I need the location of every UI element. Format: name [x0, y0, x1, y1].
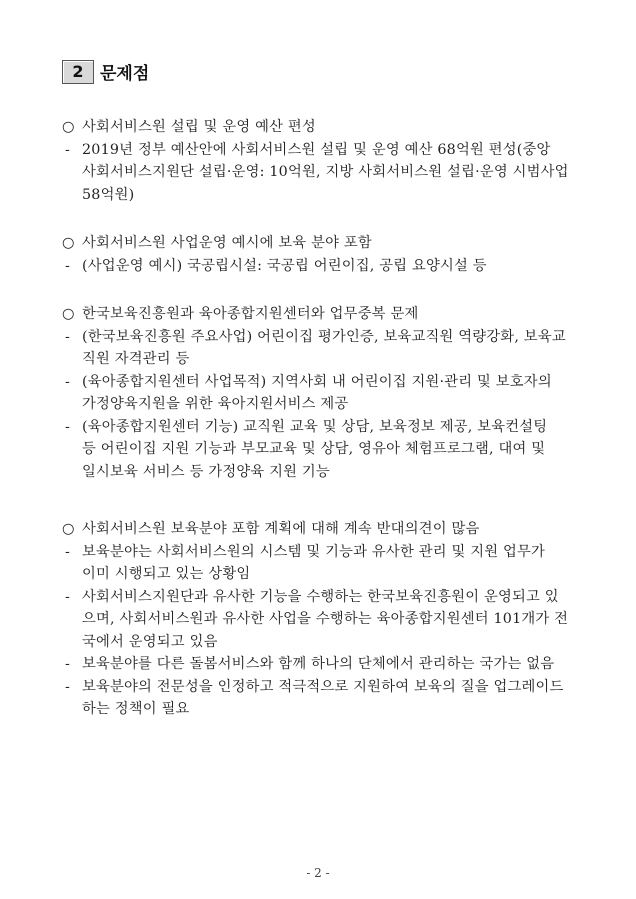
section-heading: [62, 59, 149, 84]
sub-line: 58억원): [82, 186, 135, 203]
sub-line: 가정양육지원을 위한 육아지원서비스 제공: [82, 396, 349, 412]
main-bullet: [62, 303, 582, 326]
section-opposition: [62, 518, 582, 721]
sub-line: 보육분야를 다른 돌봄서비스와 함께 하나의 단체에서 관리하는 국가는 없음: [82, 656, 555, 672]
dash-icon: -: [65, 373, 71, 390]
section-childcare-included: [62, 232, 582, 277]
sub-bullet: [65, 416, 582, 484]
circle-bullet-icon: ○: [62, 521, 75, 537]
page-number: - 2 -: [306, 866, 330, 880]
circle-bullet-icon: ○: [62, 306, 75, 322]
bullet-title: 한국보육진흥원과 육아종합지원센터와 업무중복 문제: [82, 306, 419, 322]
sub-line: (한국보육진흥원 주요사업) 어린이집 평가인증, 보육교직원 역량강화, 보육교: [82, 328, 566, 345]
sub-bullet: [65, 139, 582, 207]
sub-line: (육아종합지원센터 사업목적) 지역사회 내 어린이집 지원·관리 및 보호자의: [82, 373, 552, 390]
sub-line: 이미 시행되고 있는 상황임: [82, 566, 251, 582]
sub-line: 일시보육 서비스 등 가정양육 지원 기능: [82, 463, 330, 480]
dash-icon: -: [65, 543, 71, 560]
sub-line: 국에서 운영되고 있음: [82, 633, 218, 650]
dash-icon: -: [65, 257, 71, 274]
sub-line: 하는 정책이 필요: [82, 701, 190, 717]
main-bullet: [62, 232, 582, 255]
sub-bullet: [65, 371, 582, 416]
section-number-box: 2: [62, 60, 94, 84]
sub-line: 사회서비스지원단 설립·운영: 10억원, 지방 사회서비스원 설립·운영 시범사업: [82, 164, 569, 180]
sub-line: 보육분야의 전문성을 인정하고 적극적으로 지원하여 보육의 질을 업그레이드: [82, 678, 564, 695]
dash-icon: -: [65, 141, 71, 158]
section-budget: [62, 116, 582, 206]
sub-line: 직원 자격관리 등: [82, 351, 190, 367]
sub-bullet: [65, 255, 582, 278]
sub-bullet: [65, 541, 582, 586]
sub-line: 으며, 사회서비스원과 유사한 사업을 수행하는 육아종합지원센터 101개가 전: [82, 611, 569, 627]
sub-bullet: [65, 653, 582, 676]
dash-icon: -: [65, 418, 71, 435]
circle-bullet-icon: ○: [62, 235, 75, 251]
sub-bullet: [65, 326, 582, 371]
sub-line: (사업운영 예시) 국공립시설: 국공립 어린이집, 공립 요양시설 등: [82, 257, 487, 274]
bullet-title: 사회서비스원 보육분야 포함 계획에 대해 계속 반대의견이 많음: [82, 521, 480, 537]
dash-icon: -: [65, 656, 71, 672]
bullet-title: 사회서비스원 사업운영 예시에 보육 분야 포함: [82, 235, 372, 251]
sub-line: 등 어린이집 지원 기능과 부모교육 및 상담, 영유아 체험프로그램, 대여 및: [82, 441, 546, 457]
main-bullet: [62, 518, 582, 541]
dash-icon: -: [65, 328, 71, 345]
sub-bullet: [65, 586, 582, 654]
section-title: 문제점: [100, 64, 150, 84]
dash-icon: -: [65, 678, 71, 695]
circle-bullet-icon: ○: [62, 119, 75, 135]
dash-icon: -: [65, 588, 71, 605]
section-duplication: [62, 303, 582, 483]
sub-line: (육아종합지원센터 기능) 교직원 교육 및 상담, 보육정보 제공, 보육컨설팅: [82, 418, 548, 435]
sub-line: 2019년 정부 예산안에 사회서비스원 설립 및 운영 예산 68억원 편성(중앙: [82, 141, 551, 158]
sub-line: 보육분야는 사회서비스원의 시스템 및 기능과 유사한 관리 및 지원 업무가: [82, 543, 546, 560]
bullet-title: 사회서비스원 설립 및 운영 예산 편성: [82, 119, 316, 135]
main-bullet: [62, 116, 582, 139]
sub-line: 사회서비스지원단과 유사한 기능을 수행하는 한국보육진흥원이 운영되고 있: [82, 588, 559, 605]
sub-bullet: [65, 676, 582, 721]
